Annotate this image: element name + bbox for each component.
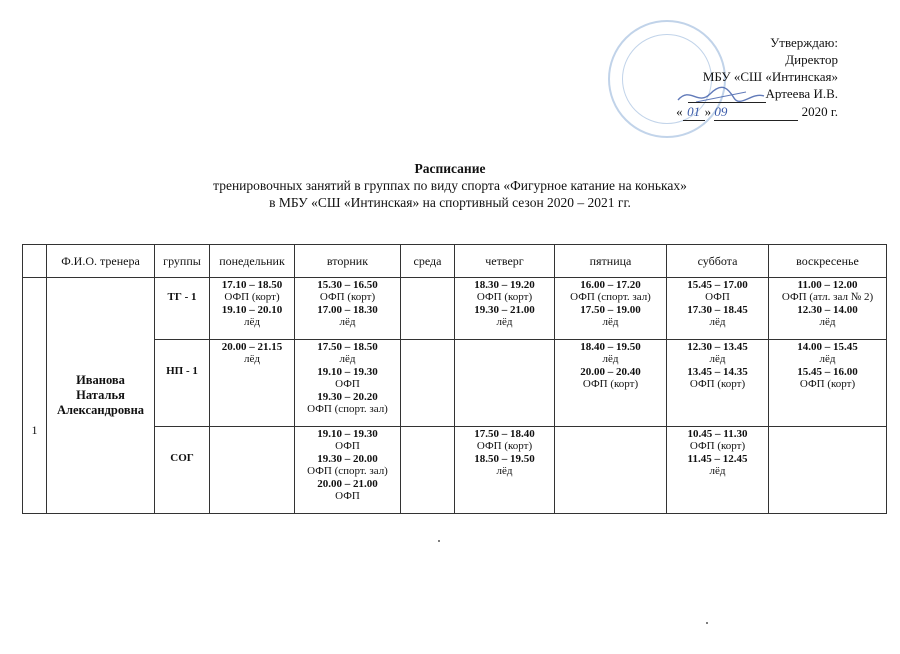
session-activity: ОФП (корт) [319, 291, 376, 304]
group-name: ТГ - 1 [155, 278, 210, 340]
session-time: 15.45 – 17.00 [687, 279, 748, 291]
schedule-cell [295, 278, 401, 340]
header-row [23, 245, 887, 278]
schedule-cell [401, 278, 455, 340]
schedule-cell [769, 340, 887, 427]
session-activity: ОФП (атл. зал № 2) [781, 291, 874, 304]
session-time: 11.00 – 12.00 [797, 279, 858, 291]
scan-speck [706, 622, 708, 624]
schedule-cell [455, 340, 555, 427]
approval-signer: Артеева И.В. [765, 86, 838, 101]
session-time: 16.00 – 17.20 [580, 279, 641, 291]
session-activity: лёд [819, 316, 836, 329]
session-activity: ОФП (спорт. зал) [570, 291, 651, 304]
schedule-cell [401, 427, 455, 514]
session-activity: ОФП (корт) [224, 291, 280, 304]
date-month: 09 [714, 103, 798, 121]
approval-signer-line [638, 85, 838, 103]
document-title [0, 160, 900, 211]
session-time: 19.10 – 20.10 [221, 303, 283, 316]
schedule-cell [295, 340, 401, 427]
title-subtitle: тренировочных занятий в группах по виду спорта «Фигурное катание на коньках» [213, 178, 687, 193]
trainer-name [47, 278, 155, 514]
schedule-cell [769, 278, 887, 340]
session-time: 17.50 – 18.50 [317, 341, 378, 353]
session-time: 11.45 – 12.45 [687, 452, 748, 465]
header-trainer: Ф.И.О. тренера [47, 245, 155, 278]
session-activity: лёд [602, 316, 619, 329]
session-activity: ОФП (корт) [689, 378, 746, 391]
trainer-firstname: Наталья [76, 388, 125, 402]
session-activity: лёд [339, 353, 356, 366]
session-time: 20.00 – 21.00 [317, 477, 378, 490]
session-time: 13.45 – 14.35 [687, 365, 748, 378]
schedule-cell [210, 427, 295, 514]
schedule-cell [295, 427, 401, 514]
session-activity: ОФП (корт) [476, 440, 533, 453]
schedule-cell [555, 278, 667, 340]
session-time: 17.10 – 18.50 [221, 279, 283, 291]
schedule-cell [667, 340, 769, 427]
session-activity: лёд [496, 316, 513, 329]
approval-date-line [638, 103, 838, 121]
session-activity: ОФП (корт) [799, 378, 856, 391]
schedule-table [22, 244, 887, 514]
row-number: 1 [23, 278, 47, 514]
schedule-cell [210, 340, 295, 427]
session-activity: ОФП [705, 291, 730, 304]
session-activity: лёд [709, 316, 726, 329]
session-activity: лёд [244, 353, 260, 366]
session-activity: ОФП (спорт. зал) [307, 465, 388, 478]
session-time: 19.30 – 20.20 [317, 390, 378, 403]
date-close-quote: » [704, 104, 712, 119]
approval-position: Директор [785, 52, 838, 67]
session-time: 10.45 – 11.30 [687, 428, 748, 440]
header-sunday: воскресенье [769, 245, 887, 278]
session-time: 18.30 – 19.20 [474, 279, 535, 291]
header-number [23, 245, 47, 278]
group-name: НП - 1 [155, 340, 210, 427]
header-wednesday: среда [401, 245, 455, 278]
session-activity: лёд [496, 465, 513, 478]
session-time: 19.10 – 19.30 [317, 365, 378, 378]
session-activity: ОФП [335, 490, 360, 503]
session-time: 12.30 – 13.45 [687, 341, 748, 353]
schedule-cell [401, 340, 455, 427]
header-thursday: четверг [455, 245, 555, 278]
group-name: СОГ [155, 427, 210, 514]
date-open-quote: « [676, 104, 683, 119]
session-time: 12.30 – 14.00 [797, 303, 858, 316]
session-activity: ОФП (корт) [582, 378, 639, 391]
session-time: 20.00 – 20.40 [580, 365, 641, 378]
scan-speck [438, 540, 440, 542]
title-main: Расписание [414, 161, 486, 176]
trainer-patronymic: Александровна [56, 403, 145, 417]
header-saturday: суббота [667, 245, 769, 278]
schedule-cell [555, 427, 667, 514]
group-row [23, 278, 887, 340]
session-time: 19.30 – 20.00 [317, 452, 378, 465]
session-activity: ОФП (корт) [476, 291, 533, 304]
session-time: 14.00 – 15.45 [797, 341, 858, 353]
schedule-body [23, 278, 887, 514]
header-monday: понедельник [210, 245, 295, 278]
schedule-cell [769, 427, 887, 514]
session-activity: лёд [709, 465, 726, 478]
session-time: 18.50 – 19.50 [474, 452, 535, 465]
session-activity: лёд [709, 353, 726, 366]
session-time: 15.45 – 16.00 [797, 365, 858, 378]
trainer-surname: Иванова [76, 373, 125, 387]
schedule-cell [555, 340, 667, 427]
session-time: 17.50 – 18.40 [474, 428, 535, 440]
session-time: 18.40 – 19.50 [580, 341, 641, 353]
session-activity: ОФП (спорт. зал) [307, 403, 388, 416]
session-time: 17.30 – 18.45 [687, 303, 748, 316]
session-activity: лёд [339, 316, 356, 329]
session-time: 19.30 – 21.00 [474, 303, 535, 316]
session-time: 17.50 – 19.00 [580, 303, 641, 316]
session-activity: лёд [602, 353, 619, 366]
schedule-cell [667, 427, 769, 514]
signature-blank [688, 85, 766, 103]
schedule-cell [455, 427, 555, 514]
schedule-cell [210, 278, 295, 340]
session-activity: ОФП (корт) [689, 440, 746, 453]
session-time: 15.30 – 16.50 [317, 279, 378, 291]
date-year: 2020 г. [801, 104, 838, 119]
session-activity: ОФП [335, 378, 360, 391]
schedule-cell [455, 278, 555, 340]
schedule-cell [667, 278, 769, 340]
approval-block [638, 34, 838, 121]
date-day: 01 [683, 103, 705, 121]
header-friday: пятница [555, 245, 667, 278]
header-tuesday: вторник [295, 245, 401, 278]
session-activity: ОФП [335, 440, 360, 453]
session-time: 17.00 – 18.30 [317, 303, 378, 316]
session-time: 20.00 – 21.15 [221, 341, 283, 353]
header-groups: группы [155, 245, 210, 278]
session-activity: лёд [244, 316, 260, 329]
title-season: в МБУ «СШ «Интинская» на спортивный сезон 2020 – 2021 гг. [269, 195, 631, 210]
approval-organization: МБУ «СШ «Интинская» [702, 69, 838, 84]
session-activity: лёд [819, 353, 836, 366]
session-time: 19.10 – 19.30 [317, 428, 378, 440]
approval-heading: Утверждаю: [770, 35, 838, 50]
